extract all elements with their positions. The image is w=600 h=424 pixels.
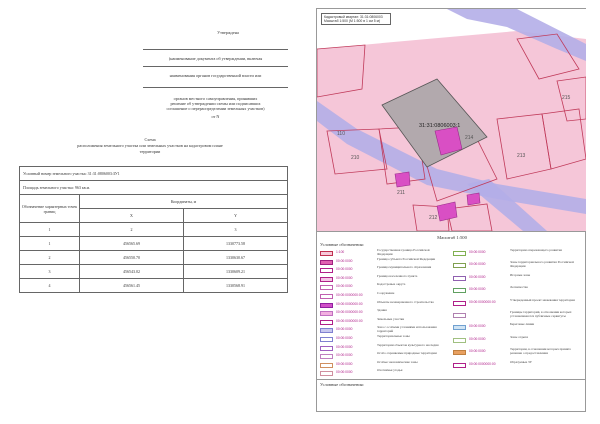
building [467, 193, 480, 205]
legend-code: 00:00:0000000:00 [336, 293, 363, 297]
legend-code: 00:00:0000 [469, 250, 486, 254]
legend-code: 00:00:0000 [336, 284, 353, 289]
table-cell: 456565.69 [80, 237, 184, 251]
legend-item [453, 274, 583, 283]
legend-label: Здания [377, 309, 387, 313]
legend-label: Зона с особыми условиями использования территорий [377, 326, 437, 334]
approval-number: от N [211, 114, 220, 119]
parcel-number-label: 110 [337, 131, 345, 137]
approval-subtitle-1: (наименование документа об утверждении, включая [168, 56, 263, 61]
cadastral-map-sheet [316, 8, 586, 412]
legend-swatch [453, 288, 466, 293]
approval-subtitle-2: наименования органов государственной власти или [169, 73, 262, 78]
legend-swatch [320, 320, 333, 325]
legend-code: 00:00:0000000:00 [336, 310, 363, 315]
legend-swatch [320, 346, 333, 351]
building [395, 172, 410, 187]
legend-code: 1:100 [336, 250, 345, 254]
parcel-number-label: 210 [351, 155, 360, 161]
legend-swatch [320, 260, 333, 265]
legend-label: Лесничества [510, 286, 528, 290]
legend-code: 00:00:0000 [336, 353, 353, 358]
map-caption [321, 13, 391, 25]
legend-swatch [320, 311, 333, 316]
legend-code: 00:00:0000 [336, 336, 353, 340]
table-cell: 2 [80, 223, 184, 237]
parcel-number-label: 213 [517, 153, 526, 159]
table-cell: 1 [20, 223, 80, 237]
legend-label: Граница муниципального образования [377, 266, 432, 270]
legend-label: Границы территорий, в отношении которых устанавливаются публичные сервитуты [510, 311, 572, 318]
legend-title-footer: Условные обозначения: [320, 382, 364, 387]
legend-label: Особые экономические зоны [377, 360, 418, 364]
table-row [20, 265, 288, 279]
legend-item [453, 323, 583, 332]
parcel-number-label: 212 [429, 215, 438, 221]
legend-code: 00:00:0000 [469, 262, 486, 267]
table-cell: 3 [184, 223, 288, 237]
legend-item [453, 299, 583, 308]
legend-label: Государственная граница Российской Федерации [377, 249, 430, 256]
point-column-header: Обозначение характерных точек границ [20, 195, 80, 223]
legend-label: Объекты незавершенного строительства [377, 300, 434, 304]
coords-column-header: Координаты, м [80, 195, 288, 209]
legend-code: 00:00:0000 [336, 275, 353, 280]
approval-subtitle-5: соглашение о перераспределении земельных участков) [166, 106, 265, 111]
legend-code: 00:00:0000 [336, 344, 353, 349]
table-cell: 1 [20, 237, 80, 251]
legend-label: Утвержденный проект межевания территории [510, 298, 575, 302]
table-cell: 1330609.21 [184, 265, 288, 279]
legend-item [453, 249, 583, 258]
legend-label: Зоны территориального развития Российской Федерации [510, 261, 574, 269]
legend-label: Земельные участки [377, 317, 405, 321]
legend-swatch [320, 354, 333, 359]
legend-item [453, 311, 583, 320]
legend-code: 00:00:0000 [469, 336, 486, 341]
legend-label: Территории, в отношении которых принято решение о предоставлении [510, 348, 572, 355]
map-scale: Масштаб 1:500 [437, 235, 467, 240]
approval-line-3 [143, 87, 288, 88]
scheme-subtitle-2: территории [139, 149, 161, 154]
legend-swatch [453, 338, 466, 343]
table-cell: 1330773.58 [184, 237, 288, 251]
legend-item [453, 261, 583, 270]
scheme-subtitle-1: расположения земельного участка или земельных участков на кадастровом плане [77, 143, 223, 148]
legend-label: Территории опережающего развития [510, 249, 562, 252]
legend-swatch [453, 313, 466, 318]
table-index-row [20, 223, 288, 237]
approval-line-2 [143, 66, 288, 67]
legend-swatch [453, 276, 466, 281]
legend-swatch [453, 350, 466, 355]
legend-code: 00:00:0000 [469, 287, 486, 292]
legend-label: Игорные зоны [510, 273, 531, 277]
caption-line-1: Кадастровый квартал: 31:31:0806003 [324, 15, 383, 19]
legend-label: Граница субъекта Российской Федерации [377, 257, 436, 261]
table-cell: 1330630.67 [184, 251, 288, 265]
legend-item [453, 348, 583, 357]
coordinates-table [19, 166, 288, 293]
approval-subtitle-4: решение об утверждении схемы или подписавших [170, 101, 261, 106]
cadastral-number-label: 31:31:0806003:1 [419, 123, 461, 129]
parcel-number-label: 214 [465, 135, 474, 141]
table-row [20, 237, 288, 251]
x-column-header: X [80, 209, 184, 223]
legend-code: 00:00:0000000:00 [469, 299, 496, 304]
legend-code: 00:00:0000000:00 [336, 301, 363, 306]
legend-swatch [320, 371, 333, 376]
caption-line-2: Масштаб 1:500 (М 1:500 в 1 см 5 м) [324, 19, 381, 23]
legend-label: Сооружение [377, 292, 395, 295]
legend-label: Образуемые ЗУ [510, 360, 532, 364]
map-bottom-border [317, 231, 586, 232]
legend-label: Территории объектов культурного наследия [377, 343, 439, 347]
legend-code: 00:00:0000 [469, 324, 486, 329]
table-cell: 1330568.91 [184, 279, 288, 293]
approval-line-1 [143, 49, 288, 50]
parcel-number-label: 211 [397, 190, 405, 196]
legend-swatch [453, 301, 466, 306]
legend-label: Особо охраняемые природные территории [377, 352, 437, 356]
y-column-header: Y [184, 209, 288, 223]
legend-swatch [453, 363, 466, 368]
map-canvas [317, 9, 586, 231]
legend-code: 00:00:0000 [336, 370, 353, 375]
legend-label: Граница населенного пункта [377, 274, 418, 278]
legend-swatch [453, 263, 466, 268]
table-cell: 4 [20, 279, 80, 293]
legend-code: 00:00:0000 [469, 274, 486, 279]
legend-swatch [320, 337, 333, 342]
legend-item [320, 369, 450, 378]
legend-item [453, 361, 583, 370]
cadastral-label: Условный номер земельного участка: 31:31:0806003:ЗУ1 [20, 167, 288, 181]
table-row [20, 279, 288, 293]
table-cell: 2 [20, 251, 80, 265]
table-row [20, 251, 288, 265]
legend-swatch [453, 325, 466, 330]
approval-subtitle-3: органов местного самоуправления, принявших [173, 96, 258, 101]
scheme-title: Схема [144, 137, 156, 142]
legend-swatch [320, 363, 333, 368]
legend-divider [317, 379, 586, 380]
parcel-number-label: 215 [562, 95, 571, 101]
legend-swatch [320, 285, 333, 290]
table-cell: 3 [20, 265, 80, 279]
legend-label: Территориальные зоны [377, 335, 410, 338]
legend-label: Береговые линии [510, 323, 535, 327]
legend-title: Условные обозначения: [320, 242, 364, 247]
legend-swatch [320, 277, 333, 282]
legend-code: 00:00:0000 [469, 349, 486, 354]
cadastral-map[interactable] [317, 9, 586, 231]
legend-code: 00:00:0000 [336, 267, 353, 272]
legend-code: 00:00:0000000:00 [336, 318, 363, 323]
legend-item [453, 336, 583, 345]
table-cell: 456561.45 [80, 279, 184, 293]
legend-swatch [320, 268, 333, 273]
legend-code: 00:00:0000000:00 [469, 361, 496, 366]
legend-swatch [320, 251, 333, 256]
legend-code: 00:00:0000 [336, 258, 353, 263]
table-cell: 456543.02 [80, 265, 184, 279]
legend-label: Кадастровые округа [377, 283, 406, 287]
legend-swatch [320, 328, 333, 333]
legend-swatch [453, 251, 466, 256]
legend-item [453, 286, 583, 295]
legend-code: 00:00:0000 [336, 361, 353, 366]
legend-label: Охотничьи угодья [377, 369, 403, 373]
legend-label: Зоны отдыха [510, 335, 529, 339]
legend-swatch [320, 294, 333, 299]
area-label: Площадь земельного участка: 963 кв.м. [20, 181, 288, 195]
approved-heading: Утверждена [217, 30, 239, 35]
legend-swatch [320, 303, 333, 308]
table-cell: 456550.70 [80, 251, 184, 265]
legend-code: 00:00:0000 [336, 327, 353, 332]
